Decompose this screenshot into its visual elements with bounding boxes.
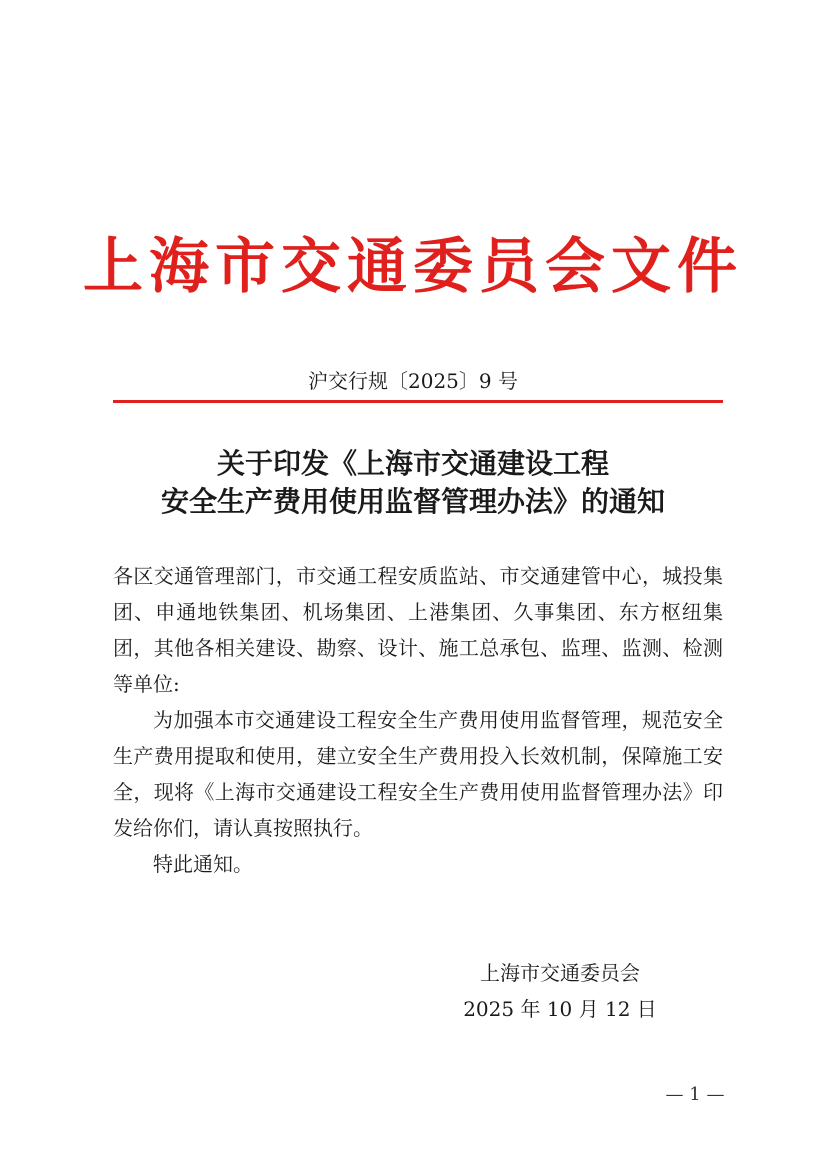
closing-paragraph: 特此通知。	[153, 852, 253, 876]
title-line-2: 安全生产费用使用监督管理办法》的通知	[160, 485, 665, 518]
document-number: 沪交行规〔2025〕9 号	[308, 369, 518, 393]
title-line-1: 关于印发《上海市交通建设工程	[216, 447, 609, 480]
signature-organization: 上海市交通委员会	[480, 961, 640, 985]
document-title	[0, 445, 826, 521]
document-masthead: 上海市交通委员会文件	[83, 232, 743, 302]
signature-date: 2025 年 10 月 12 日	[463, 997, 657, 1021]
addressee-paragraph: 各区交通管理部门，市交通工程安质监站、市交通建管中心，城投集团、申通地铁集团、机场集团、上港集团、久事集团、东方枢纽集团，其他各相关建设、勘察、设计、施工总承包、监理、监测、检测等单位:	[113, 564, 723, 696]
masthead-divider	[113, 400, 723, 403]
page-number: — 1 —	[665, 1084, 725, 1105]
main-paragraph: 为加强本市交通建设工程安全生产费用使用监督管理，规范安全生产费用提取和使用，建立安全生产费用投入长效机制，保障施工安全，现将《上海市交通建设工程安全生产费用使用监督管理办法》印发给你们，请认真按照执行。	[113, 708, 723, 840]
